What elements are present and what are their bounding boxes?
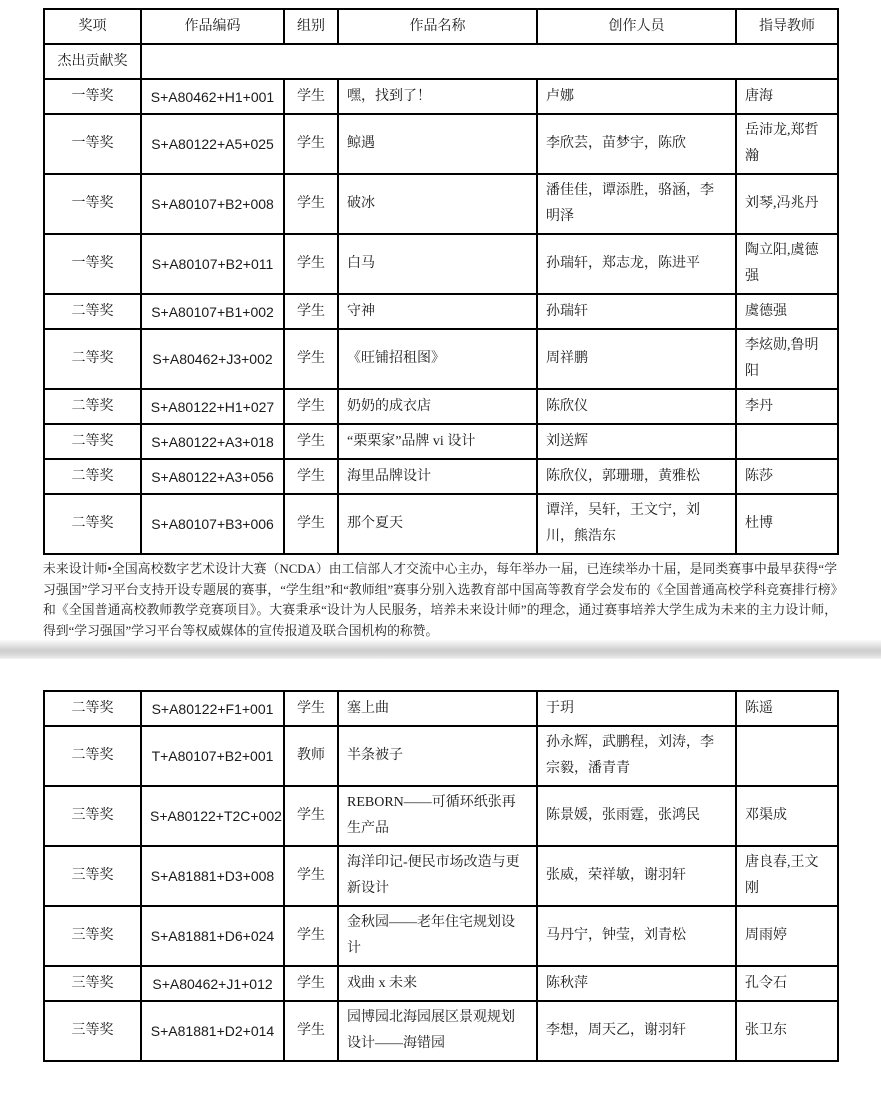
award-cell: 二等奖 (44, 459, 141, 494)
creators-cell: 孙永辉，武鹏程，刘涛，李宗毅，潘青青 (537, 726, 736, 786)
title-cell: 破冰 (338, 174, 537, 234)
group-cell: 学生 (284, 329, 338, 389)
table-row (44, 726, 838, 786)
code-cell: S+A80462+J1+012 (141, 966, 284, 1001)
creators-column-header: 创作人员 (537, 9, 736, 44)
advisors-cell: 虞德强 (736, 294, 838, 329)
code-cell: S+A80122+T2C+002 (141, 786, 284, 846)
advisors-cell (736, 424, 838, 459)
award-cell: 二等奖 (44, 294, 141, 329)
creators-cell: 陈秋萍 (537, 966, 736, 1001)
special-award-row (44, 44, 838, 79)
award-cell: 二等奖 (44, 691, 141, 726)
advisors-cell: 岳沛龙,郑哲瀚 (736, 114, 838, 174)
title-cell: 鲸遇 (338, 114, 537, 174)
group-cell: 学生 (284, 79, 338, 114)
code-cell: S+A80122+F1+001 (141, 691, 284, 726)
creators-cell: 潘佳佳，谭添胜，骆涵，李明泽 (537, 174, 736, 234)
title-cell: 海洋印记-便民市场改造与更新设计 (338, 846, 537, 906)
award-cell: 二等奖 (44, 494, 141, 554)
merged-empty-cell (141, 44, 838, 79)
advisors-cell: 周雨婷 (736, 906, 838, 966)
award-cell: 一等奖 (44, 79, 141, 114)
creators-cell: 孙瑞轩 (537, 294, 736, 329)
advisors-cell: 孔令石 (736, 966, 838, 1001)
award-cell: 三等奖 (44, 1001, 141, 1061)
code-cell: S+A81881+D6+024 (141, 906, 284, 966)
table-row (44, 234, 838, 294)
group-cell: 学生 (284, 846, 338, 906)
awards-table-1-body (44, 44, 838, 554)
group-cell: 教师 (284, 726, 338, 786)
advisors-cell: 唐海 (736, 79, 838, 114)
table-row (44, 174, 838, 234)
group-cell: 学生 (284, 234, 338, 294)
advisors-cell: 张卫东 (736, 1001, 838, 1061)
title-cell: 金秋园——老年住宅规划设计 (338, 906, 537, 966)
award-cell: 一等奖 (44, 234, 141, 294)
advisors-cell: 刘琴,冯兆丹 (736, 174, 838, 234)
code-cell: S+A80107+B1+002 (141, 294, 284, 329)
creators-cell: 卢娜 (537, 79, 736, 114)
creators-cell: 周祥鹏 (537, 329, 736, 389)
award-cell: 三等奖 (44, 786, 141, 846)
group-cell: 学生 (284, 786, 338, 846)
group-cell: 学生 (284, 459, 338, 494)
code-cell: S+A80122+A3+018 (141, 424, 284, 459)
award-cell: 二等奖 (44, 424, 141, 459)
code-cell: S+A80107+B3+006 (141, 494, 284, 554)
header-row (44, 9, 838, 44)
award-cell: 三等奖 (44, 906, 141, 966)
advisors-cell: 陈遥 (736, 691, 838, 726)
table-row (44, 846, 838, 906)
code-cell: S+A80462+H1+001 (141, 79, 284, 114)
group-cell: 学生 (284, 114, 338, 174)
code-cell: S+A80107+B2+008 (141, 174, 284, 234)
table-row (44, 691, 838, 726)
code-cell: S+A80462+J3+002 (141, 329, 284, 389)
advisors-column-header: 指导教师 (736, 9, 838, 44)
code-cell: S+A81881+D3+008 (141, 846, 284, 906)
title-cell: 嘿，找到了！ (338, 79, 537, 114)
creators-cell: 陈欣仪 (537, 389, 736, 424)
group-cell: 学生 (284, 174, 338, 234)
creators-cell: 于玥 (537, 691, 736, 726)
title-cell: 白马 (338, 234, 537, 294)
code-cell: S+A80107+B2+011 (141, 234, 284, 294)
page-two-content (43, 690, 837, 1062)
table-row (44, 294, 838, 329)
creators-cell: 刘送辉 (537, 424, 736, 459)
table-row (44, 329, 838, 389)
group-cell: 学生 (284, 906, 338, 966)
code-cell: S+A80122+A5+025 (141, 114, 284, 174)
table-row (44, 966, 838, 1001)
advisors-cell (736, 726, 838, 786)
creators-cell: 张威，荣祥敏，谢羽轩 (537, 846, 736, 906)
advisors-cell: 陈莎 (736, 459, 838, 494)
creators-cell: 孙瑞轩，郑志龙，陈进平 (537, 234, 736, 294)
group-cell: 学生 (284, 389, 338, 424)
code-column-header: 作品编码 (141, 9, 284, 44)
award-cell: 三等奖 (44, 846, 141, 906)
awards-table-1 (43, 8, 839, 555)
title-cell: “栗栗家”品牌 vi 设计 (338, 424, 537, 459)
award-cell: 三等奖 (44, 966, 141, 1001)
table-row (44, 114, 838, 174)
group-cell: 学生 (284, 294, 338, 329)
title-cell: 塞上曲 (338, 691, 537, 726)
award-column-header: 奖项 (44, 9, 141, 44)
creators-cell: 陈景媛，张雨霆，张鸿民 (537, 786, 736, 846)
title-column-header: 作品名称 (338, 9, 537, 44)
table-row (44, 459, 838, 494)
table-row (44, 494, 838, 554)
title-cell: 那个夏天 (338, 494, 537, 554)
table-row (44, 786, 838, 846)
advisors-cell: 杜博 (736, 494, 838, 554)
table-row (44, 906, 838, 966)
code-cell: S+A81881+D2+014 (141, 1001, 284, 1061)
title-cell: 海里品牌设计 (338, 459, 537, 494)
advisors-cell: 李炫勋,鲁明阳 (736, 329, 838, 389)
title-cell: 《旺铺招租图》 (338, 329, 537, 389)
page-one-content (43, 8, 837, 641)
advisors-cell: 陶立阳,虞德强 (736, 234, 838, 294)
award-cell: 二等奖 (44, 389, 141, 424)
group-cell: 学生 (284, 494, 338, 554)
title-cell: 戏曲 x 未来 (338, 966, 537, 1001)
table-row (44, 389, 838, 424)
advisors-cell: 邓渠成 (736, 786, 838, 846)
awards-table-1-header (44, 9, 838, 44)
competition-description: 未来设计师•全国高校数字艺术设计大赛（NCDA）由工信部人才交流中心主办，每年举办一届，已连续举办十届，是同类赛事中最早获得“学习强国”学习平台支持开设专题展的赛事，“学生组”和“教师组”赛事分别入选教育部中国高等教育学会发布的《全国普通高校学科竞赛排行榜》和《全国普通高校教师教学竞赛项目》。大赛秉承“设计为人民服务，培养未来设计师”的理念，通过赛事培养大学生成为未来的主力设计师，得到“学习强国”学习平台等权威媒体的宣传报道及联合国机构的称赞。 (43, 562, 837, 638)
code-cell: S+A80122+H1+027 (141, 389, 284, 424)
award-cell: 杰出贡献奖 (44, 44, 141, 79)
table-row (44, 424, 838, 459)
awards-table-2-body (44, 691, 838, 1061)
creators-cell: 马丹宁，钟莹，刘青松 (537, 906, 736, 966)
title-cell: 奶奶的成衣店 (338, 389, 537, 424)
title-cell: REBORN——可循环纸张再生产品 (338, 786, 537, 846)
code-cell: T+A80107+B2+001 (141, 726, 284, 786)
group-column-header: 组别 (284, 9, 338, 44)
title-cell: 守神 (338, 294, 537, 329)
creators-cell: 李想，周天乙，谢羽轩 (537, 1001, 736, 1061)
group-cell: 学生 (284, 424, 338, 459)
group-cell: 学生 (284, 966, 338, 1001)
award-cell: 二等奖 (44, 726, 141, 786)
award-cell: 一等奖 (44, 174, 141, 234)
title-cell: 园博园北海园展区景观规划设计——海错园 (338, 1001, 537, 1061)
group-cell: 学生 (284, 1001, 338, 1061)
creators-cell: 谭洋，吴轩，王文宁，刘川，熊浩东 (537, 494, 736, 554)
title-cell: 半条被子 (338, 726, 537, 786)
awards-table-2 (43, 690, 839, 1062)
award-cell: 一等奖 (44, 114, 141, 174)
table-row (44, 1001, 838, 1061)
code-cell: S+A80122+A3+056 (141, 459, 284, 494)
award-cell: 二等奖 (44, 329, 141, 389)
page-break-divider (0, 640, 881, 659)
creators-cell: 陈欣仪，郭珊珊，黄雅松 (537, 459, 736, 494)
group-cell: 学生 (284, 691, 338, 726)
advisors-cell: 唐良春,王文刚 (736, 846, 838, 906)
advisors-cell: 李丹 (736, 389, 838, 424)
table-row (44, 79, 838, 114)
creators-cell: 李欣芸，苗梦宇，陈欣 (537, 114, 736, 174)
